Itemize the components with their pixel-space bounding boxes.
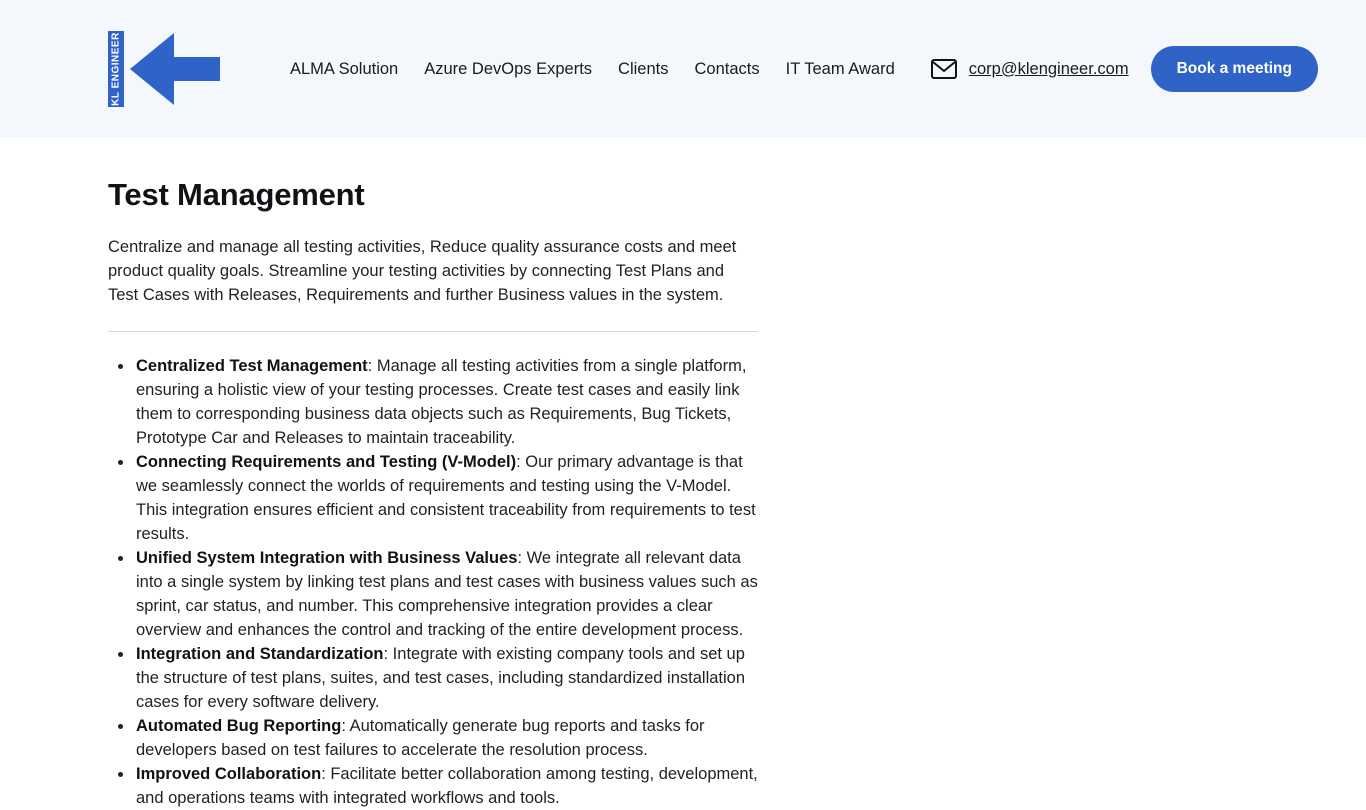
envelope-icon <box>931 59 957 79</box>
feature-text: : We integrate all relevant data into a single system by linking test plans and test cases with business values such as sprint, car status, and number. This comprehensive integration provides a clear overview and enhances the control and tracking of the entire development process. <box>136 549 758 640</box>
site-logo[interactable] <box>108 31 232 107</box>
header-actions <box>931 46 1318 92</box>
feature-list <box>108 354 758 810</box>
feature-text: : Integrate with existing company tools and set up the structure of test plans, suites, and test cases, including standardized installation cases for every software delivery. <box>136 645 746 712</box>
nav-item-contacts[interactable]: Contacts <box>694 59 760 78</box>
main-navigation <box>290 60 895 79</box>
feature-text: : Manage all testing activities from a single platform, ensuring a holistic view of your testing processes. Create test cases and easily link them to corresponding business data objects such as Requirements, Bug Tickets, Prototype Car and Releases to maintain traceability. <box>136 357 747 448</box>
feature-term: Unified System Integration with Business Values <box>136 549 518 568</box>
nav-item-alma-solution[interactable]: ALMA Solution <box>290 59 399 78</box>
list-item <box>134 450 758 546</box>
feature-text: : Our primary advantage is that we seamlessly connect the worlds of requirements and testing using the V-Model. This integration ensures efficient and consistent traceability from requirements to test results. <box>136 453 756 544</box>
site-header <box>0 0 1366 138</box>
nav-item-azure-devops-experts[interactable]: Azure DevOps Experts <box>424 59 593 78</box>
list-item <box>134 762 758 810</box>
article <box>108 138 758 810</box>
page-title: Test Management <box>108 177 365 212</box>
logo-text: KL ENGINEER <box>110 32 122 106</box>
feature-term: Automated Bug Reporting <box>136 717 342 736</box>
contact-email-group[interactable] <box>931 59 1129 79</box>
contact-email-link[interactable]: corp@klengineer.com <box>968 59 1129 78</box>
logo-vertical-bar <box>108 31 124 107</box>
feature-text: : Automatically generate bug reports and tasks for developers based on test failures to accelerate the resolution process. <box>136 717 705 760</box>
list-item <box>134 354 758 450</box>
intro-paragraph: Centralize and manage all testing activities, Reduce quality assurance costs and meet product quality goals. Streamline your testing activities by connecting Test Plans and Test Cases with Releases, Requirements and further Business values in the system. <box>108 238 737 305</box>
nav-item-it-team-award[interactable]: IT Team Award <box>785 59 895 78</box>
section-divider <box>108 331 758 332</box>
list-item <box>134 546 758 642</box>
list-item <box>134 714 758 762</box>
page-content <box>0 138 1366 810</box>
book-a-meeting-button[interactable]: Book a meeting <box>1151 46 1318 92</box>
left-arrow-icon <box>128 31 220 107</box>
feature-text: : Facilitate better collaboration among testing, development, and operations teams with integrated workflows and tools. <box>136 765 758 808</box>
feature-term: Connecting Requirements and Testing (V-Model) <box>136 453 517 472</box>
nav-item-clients[interactable]: Clients <box>618 59 669 78</box>
feature-term: Integration and Standardization <box>136 645 384 664</box>
list-item <box>134 642 758 714</box>
feature-term: Improved Collaboration <box>136 765 322 784</box>
feature-term: Centralized Test Management <box>136 357 368 376</box>
